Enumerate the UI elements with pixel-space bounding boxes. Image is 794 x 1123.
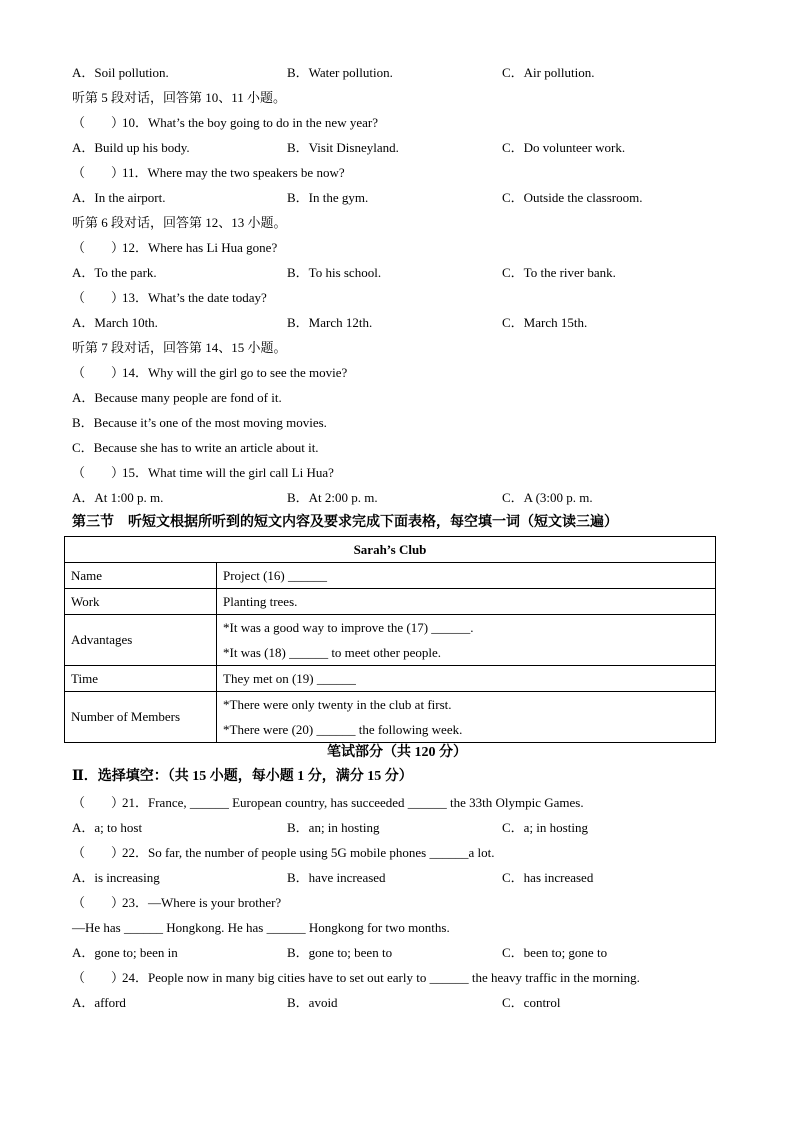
- q14-option-a: A．Because many people are fond of it.: [72, 390, 282, 405]
- q10-option-b: B．Visit Disneyland.: [287, 140, 399, 155]
- question-text: 24．People now in many big cities have to set out early to ______ the heavy traffic in the morning.: [122, 970, 640, 985]
- question-13: [72, 288, 267, 308]
- q9-option-b: B．Water pollution.: [287, 65, 393, 80]
- q15-option-c: C．A (3:00 p. m.: [502, 490, 593, 505]
- q9-option-a: A．Soil pollution.: [72, 65, 169, 80]
- table-row: [65, 666, 716, 692]
- q13-option-a: A．March 10th.: [72, 315, 158, 330]
- q13-option-c: C．March 15th.: [502, 315, 588, 330]
- q15-option-b: B．At 2:00 p. m.: [287, 490, 378, 505]
- section-2-title: Ⅱ．选择填空：（共 15 小题，每小题 1 分，满分 15 分）: [72, 769, 413, 784]
- q14-option-b: B．Because it’s one of the most moving movies.: [72, 415, 327, 430]
- answer-blank: （ ）: [72, 290, 125, 305]
- row-value: [217, 692, 716, 743]
- table-row: [65, 563, 716, 589]
- dialog-6-instruction: 听第 6 段对话，回答第 12、13 小题。: [72, 215, 287, 230]
- q12-option-a: A．To the park.: [72, 265, 157, 280]
- question-text: 11．Where may the two speakers be now?: [122, 165, 345, 180]
- row-value-line: *It was (18) ______ to meet other people.: [223, 645, 442, 660]
- answer-blank: （ ）: [72, 115, 125, 130]
- answer-blank: （ ）: [72, 895, 125, 910]
- row-value-line: *There were (20) ______ the following week.: [223, 722, 463, 737]
- row-label: Time: [65, 666, 217, 692]
- question-text: 23．—Where is your brother?: [122, 895, 282, 910]
- row-value: [217, 615, 716, 666]
- question-text: 14．Why will the girl go to see the movie?: [122, 365, 348, 380]
- question-10: [72, 113, 378, 133]
- section-3-title: 第三节 听短文根据所听到的短文内容及要求完成下面表格，每空填一词（短文读三遍）: [72, 515, 618, 530]
- answer-blank: （ ）: [72, 795, 125, 810]
- answer-blank: （ ）: [72, 970, 125, 985]
- q24-option-a: A．afford: [72, 995, 126, 1010]
- answer-blank: （ ）: [72, 465, 125, 480]
- q11-option-b: B．In the gym.: [287, 190, 369, 205]
- row-value: Project (16) ______: [217, 563, 716, 589]
- question-text: 15．What time will the girl call Li Hua?: [122, 465, 334, 480]
- q21-option-a: A．a; to host: [72, 820, 143, 835]
- row-label: Work: [65, 589, 217, 615]
- question-24: [72, 968, 640, 988]
- question-12: [72, 238, 277, 258]
- q22-option-b: B．have increased: [287, 870, 386, 885]
- answer-blank: （ ）: [72, 165, 125, 180]
- table-row: [65, 692, 716, 743]
- table-row: [65, 589, 716, 615]
- row-label: Advantages: [65, 615, 217, 666]
- question-text: 13．What’s the date today?: [122, 290, 267, 305]
- q21-option-b: B．an; in hosting: [287, 820, 380, 835]
- q12-option-b: B．To his school.: [287, 265, 382, 280]
- question-text: 22．So far, the number of people using 5G mobile phones ______a lot.: [122, 845, 495, 860]
- q22-option-c: C．has increased: [502, 870, 594, 885]
- question-23: [72, 893, 281, 913]
- q24-option-c: C．control: [502, 995, 561, 1010]
- q15-option-a: A．At 1:00 p. m.: [72, 490, 164, 505]
- q21-option-c: C．a; in hosting: [502, 820, 588, 835]
- q11-option-c: C．Outside the classroom.: [502, 190, 643, 205]
- q24-option-b: B．avoid: [287, 995, 338, 1010]
- row-value: Planting trees.: [217, 589, 716, 615]
- question-22: [72, 843, 494, 863]
- q23-option-b: B．gone to; been to: [287, 945, 393, 960]
- row-label: Number of Members: [65, 692, 217, 743]
- q11-option-a: A．In the airport.: [72, 190, 166, 205]
- dialog-7-instruction: 听第 7 段对话，回答第 14、15 小题。: [72, 340, 287, 355]
- question-text: 12．Where has Li Hua gone?: [122, 240, 278, 255]
- row-value-line: *There were only twenty in the club at first.: [223, 697, 452, 712]
- q22-option-a: A．is increasing: [72, 870, 160, 885]
- table-row: [65, 615, 716, 666]
- q9-option-c: C．Air pollution.: [502, 65, 595, 80]
- question-15: [72, 463, 334, 483]
- answer-blank: （ ）: [72, 845, 125, 860]
- q10-option-a: A．Build up his body.: [72, 140, 190, 155]
- q23-option-c: C．been to; gone to: [502, 945, 608, 960]
- q23-option-a: A．gone to; been in: [72, 945, 178, 960]
- sarahs-club-table: [64, 536, 716, 743]
- dialog-5-instruction: 听第 5 段对话，回答第 10、11 小题。: [72, 90, 287, 105]
- question-text: 10．What’s the boy going to do in the new year?: [122, 115, 378, 130]
- question-14: [72, 363, 347, 383]
- q12-option-c: C．To the river bank.: [502, 265, 616, 280]
- written-section-title: 笔试部分（共 120 分）: [327, 745, 467, 760]
- question-11: [72, 163, 345, 183]
- answer-blank: （ ）: [72, 240, 125, 255]
- row-label: Name: [65, 563, 217, 589]
- q14-option-c: C．Because she has to write an article about it.: [72, 440, 319, 455]
- row-value-line: *It was a good way to improve the (17) ______.: [223, 620, 474, 635]
- answer-blank: （ ）: [72, 365, 125, 380]
- q10-option-c: C．Do volunteer work.: [502, 140, 626, 155]
- row-value: They met on (19) ______: [217, 666, 716, 692]
- table-title: Sarah’s Club: [65, 537, 716, 563]
- q13-option-b: B．March 12th.: [287, 315, 373, 330]
- question-21: [72, 793, 584, 813]
- question-text: 21．France, ______ European country, has succeeded ______ the 33th Olympic Games.: [122, 795, 584, 810]
- question-23-answer-line: —He has ______ Hongkong. He has ______ Hongkong for two months.: [72, 920, 450, 935]
